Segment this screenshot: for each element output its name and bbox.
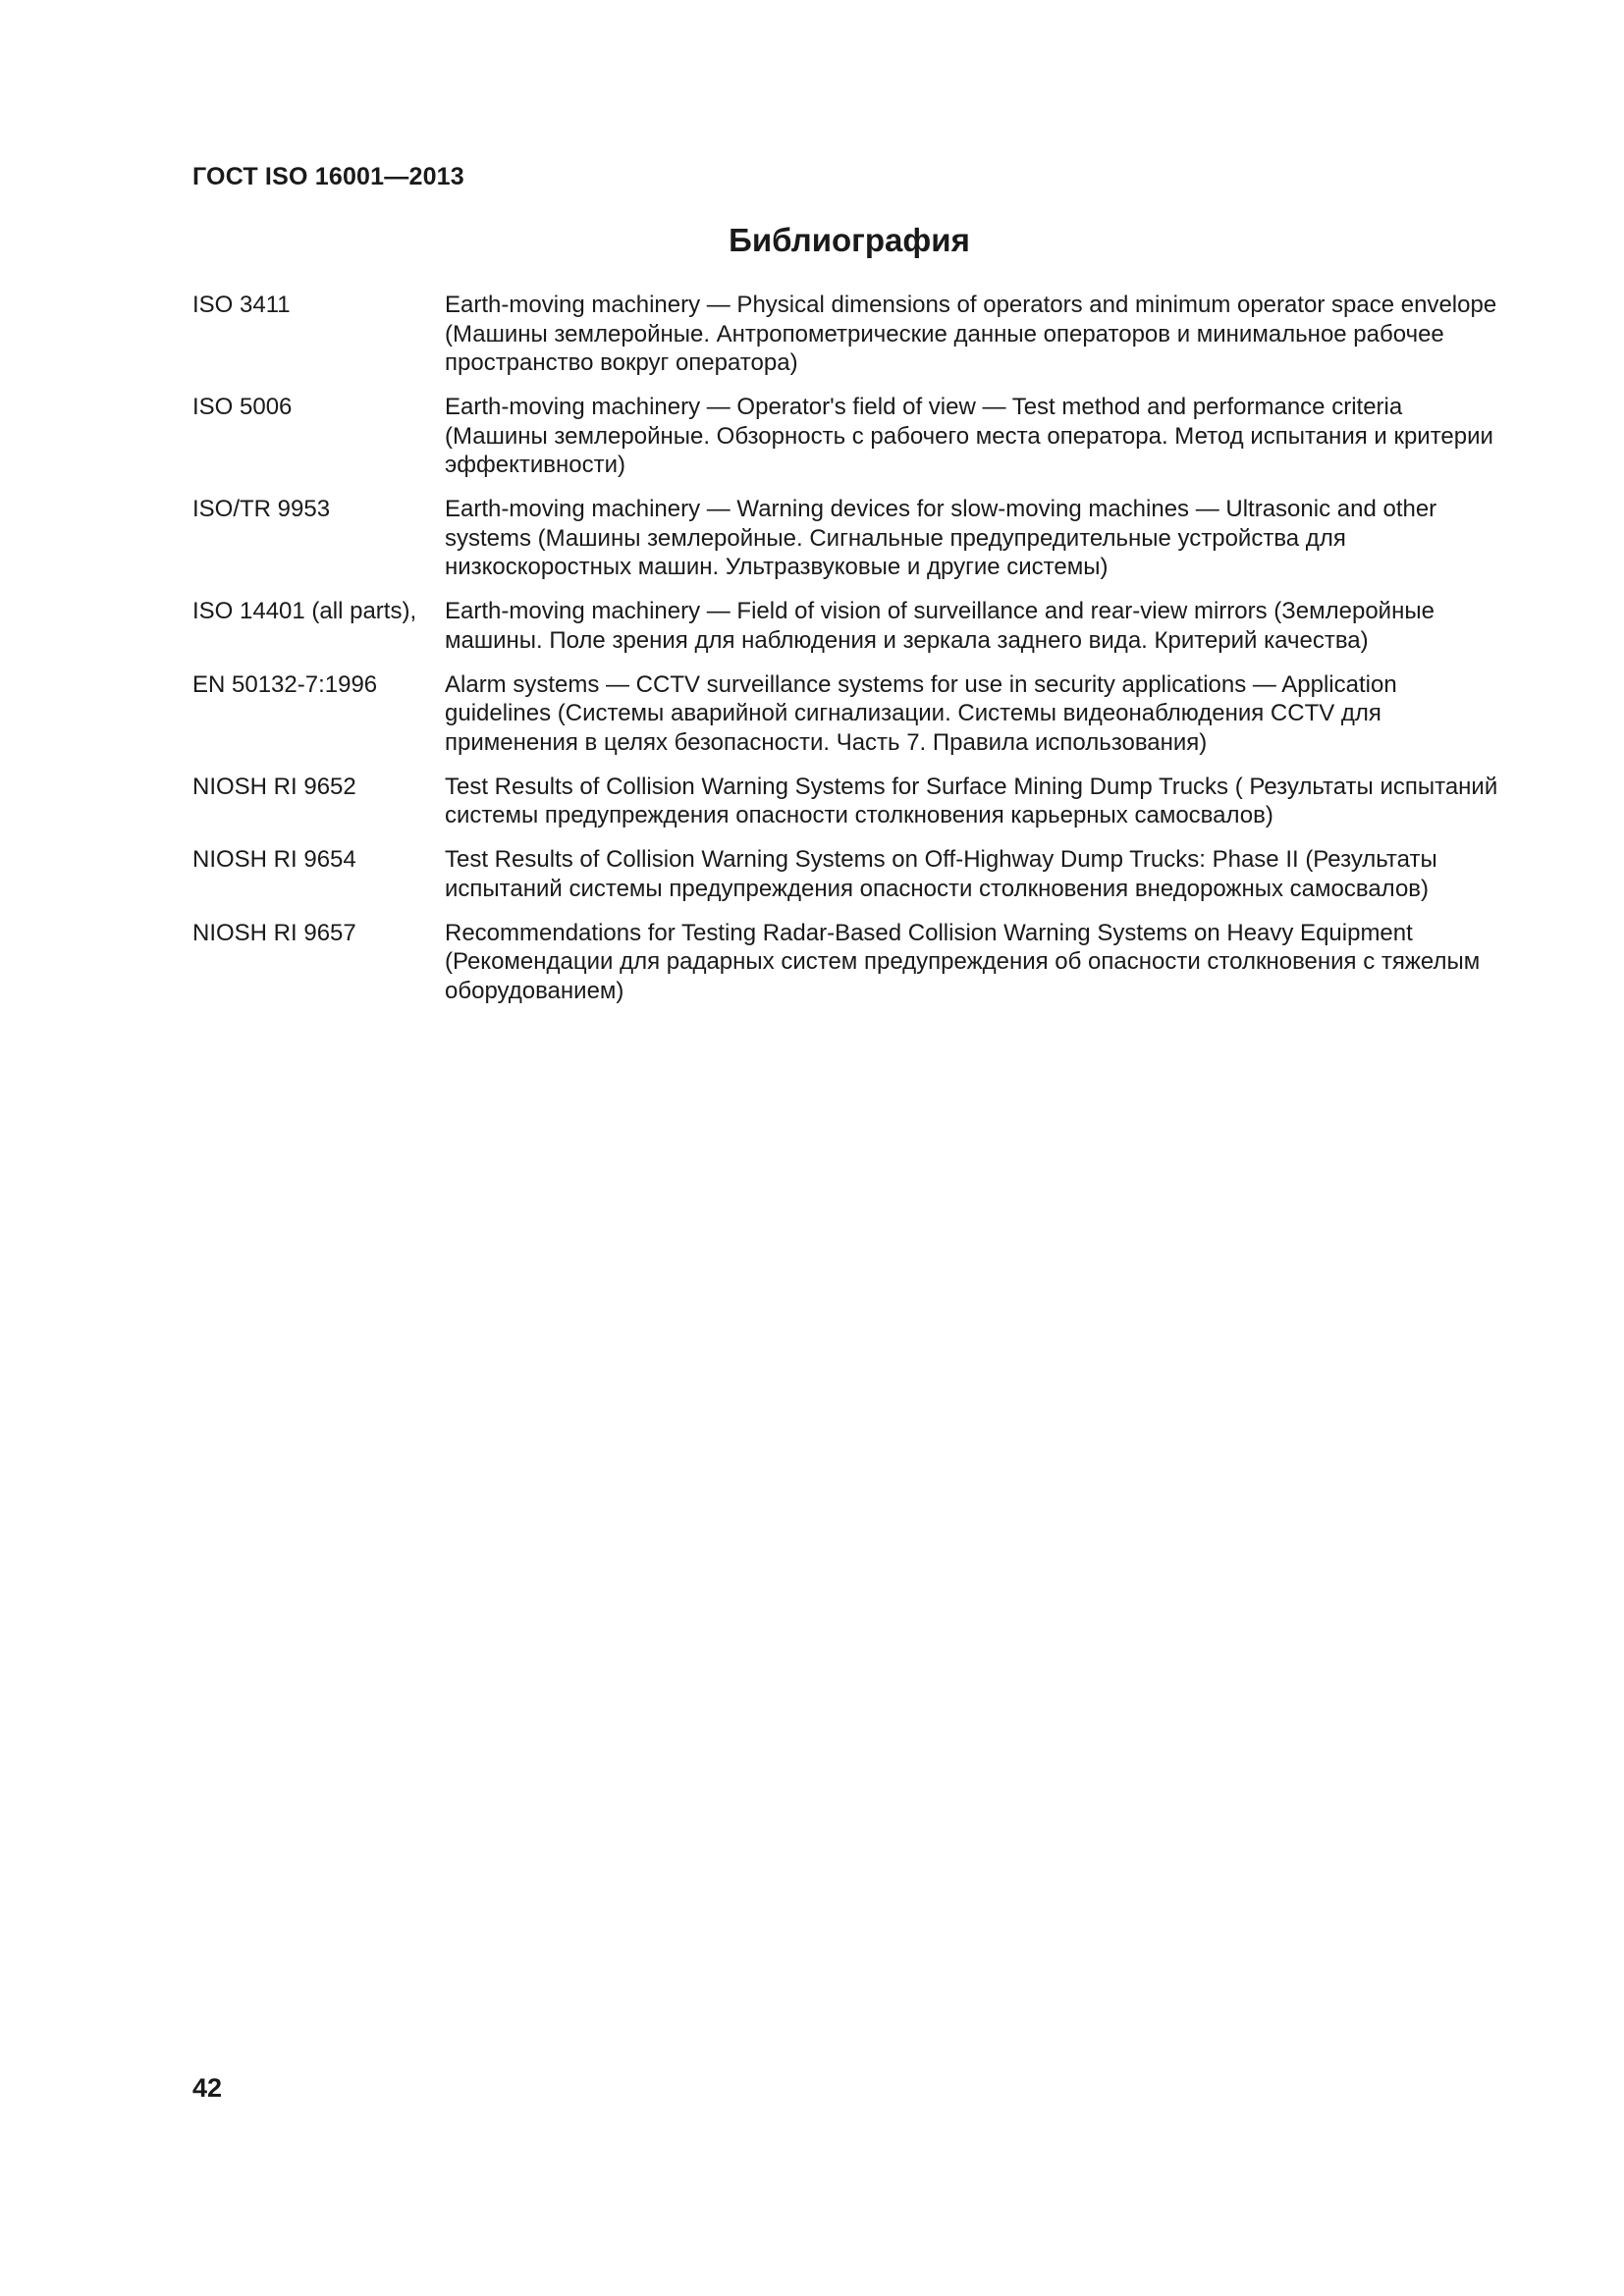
entry-reference: EN 50132-7:1996 [192, 670, 378, 698]
section-title: Библиография [729, 222, 970, 258]
entry-reference: ISO 14401 (all parts), [192, 598, 417, 624]
bibliography-entry [192, 919, 1528, 1006]
entry-description: Earth-moving machinery — Field of vision of surveillance and rear-view mirrors (Землеройные машины. Поле зрения для наблюдения и зеркала заднего вида. Критерий качества) [445, 598, 1435, 654]
entry-description: Recommendations for Testing Radar-Based Collision Warning Systems on Heavy Equipment (Рекомендации для радарных систем предупреждения об опасности столкновения с тяжелым оборудованием) [445, 919, 1481, 1004]
entry-description: Earth-moving machinery — Warning devices for slow-moving machines — Ultrasonic and other systems (Машины землеройные. Сигнальные предупредительные устройства для низкоскоростных машин. Ультразвуковые и другие системы) [445, 496, 1437, 580]
entry-reference: ISO 5006 [192, 394, 293, 420]
entry-reference: NIOSH RI 9657 [192, 919, 356, 946]
bibliography-entry [192, 597, 1528, 655]
entry-description: Test Results of Collision Warning Systems for Surface Mining Dump Trucks ( Результаты испытаний системы предупреждения опасности столкновения карьерных самосвалов) [445, 773, 1498, 828]
entry-description: Alarm systems — CCTV surveillance systems for use in security applications — Application guidelines (Системы аварийной сигнализации. Системы видеонаблюдения CCTV для применения в целях безопасности. Часть 7. Правила использования) [445, 670, 1397, 756]
bibliography-entry [192, 670, 1528, 758]
bibliography-entry [192, 845, 1528, 903]
entry-description: Earth-moving machinery — Physical dimensions of operators and minimum operator space envelope (Машины землеройные. Антропометрические данные операторов и минимальное рабочее пространство вокруг оператора) [445, 292, 1497, 376]
bibliography-list [192, 291, 1528, 1021]
entry-description: Test Results of Collision Warning Systems on Off-Highway Dump Trucks: Phase II (Результаты испытаний системы предупреждения опасности столкновения внедорожных самосвалов) [445, 846, 1437, 902]
bibliography-entry [192, 773, 1528, 830]
document-header: ГОСТ ISO 16001—2013 [192, 163, 464, 190]
bibliography-entry [192, 495, 1528, 582]
bibliography-entry [192, 393, 1528, 480]
entry-reference: NIOSH RI 9652 [192, 773, 356, 800]
entry-reference: NIOSH RI 9654 [192, 846, 356, 873]
entry-reference: ISO/TR 9953 [192, 496, 331, 522]
bibliography-entry [192, 291, 1528, 378]
entry-reference: ISO 3411 [192, 292, 291, 318]
entry-description: Earth-moving machinery — Operator's field of view — Test method and performance criteria (Машины землеройные. Обзорность с рабочего места оператора. Метод испытания и критерии эффективности) [445, 394, 1493, 478]
page-number: 42 [192, 2073, 223, 2103]
